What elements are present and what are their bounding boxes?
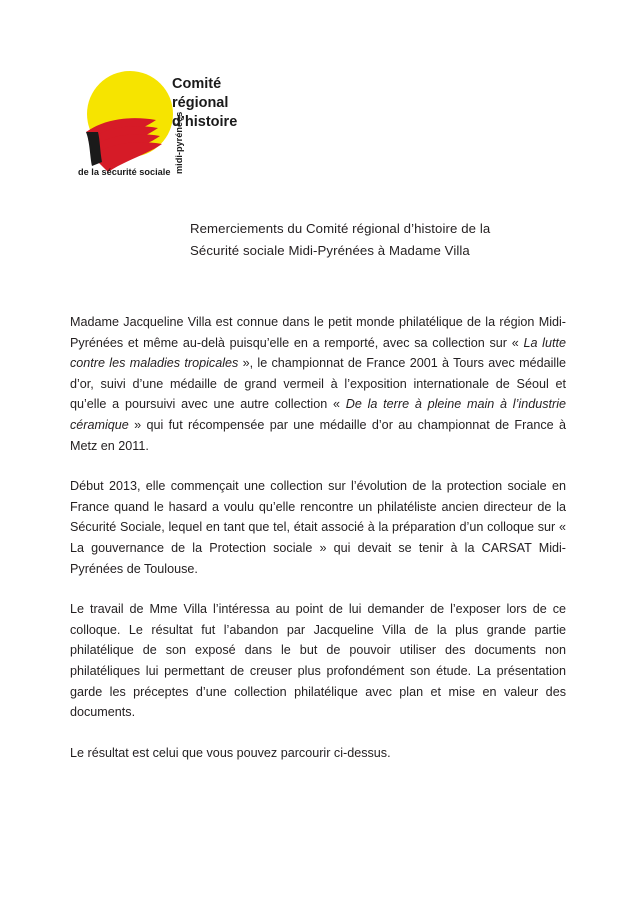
logo-vertical-text: midi-pyrénées — [174, 111, 184, 174]
paragraph-4: Le résultat est celui que vous pouvez parcourir ci-dessus. — [70, 745, 391, 760]
paragraph-1: Madame Jacqueline Villa est connue dans le petit monde philatélique de la région Midi-Pyrénées et même au-delà puisqu’elle en a remporté, avec sa collection sur « La lutte contre les maladies tropicales », le championnat de France 2001 à Tours avec médaille d’or, suivi d’une médaille de grand vermeil à l’exposition internationale de Séoul et qu’elle a poursuivi avec une autre collection « De la terre à pleine main à l’industrie céramique » qui fut récompensée par une médaille d’or au championnat de France à Metz en 2011. — [70, 315, 566, 453]
page-title — [190, 218, 570, 262]
logo-line2: régional — [172, 95, 229, 111]
logo-block — [72, 62, 292, 187]
comite-regional-histoire-logo-icon — [72, 62, 292, 187]
page-title-line-2: Sécurité sociale Midi-Pyrénées à Madame Villa — [190, 243, 470, 258]
paragraph-2: Début 2013, elle commençait une collection sur l’évolution de la protection sociale en France quand le hasard a voulu qu’elle rencontre un philatéliste ancien directeur de la Sécurité Sociale, lequel en tant que tel, était associé à la préparation d’un colloque sur « La gouvernance de la Protection sociale » qui devait se tenir à la CARSAT Midi-Pyrénées de Toulouse. — [70, 479, 566, 576]
logo-line3: d’histoire — [172, 114, 238, 130]
paragraph-3: Le travail de Mme Villa l’intéressa au point de lui demander de l’exposer lors de ce colloque. Le résultat fut l’abandon par Jacqueline Villa de la plus grande partie philatélique de son exposé dans le but de pouvoir utiliser des documents non philatéliques lui permettant de creuser plus profondément son étude. La présentation garde les préceptes d’une collection philatélique avec plan et mise en valeur des documents. — [70, 602, 566, 720]
document-body — [70, 312, 566, 763]
logo-line4: de la sécurité sociale — [78, 167, 171, 177]
page-title-line-1: Remerciements du Comité régional d’histoire de la — [190, 221, 491, 236]
logo-line1: Comité — [172, 76, 222, 92]
